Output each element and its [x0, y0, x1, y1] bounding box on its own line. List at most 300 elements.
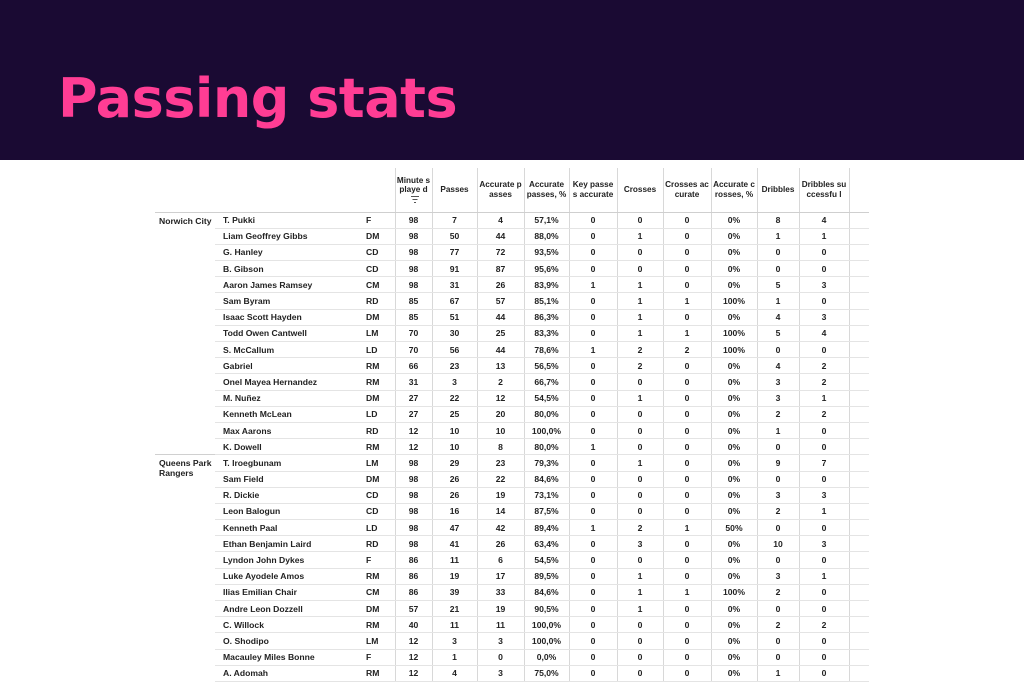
stat-cell: 0 [663, 536, 711, 552]
column-header-label: Dribbles [761, 185, 795, 195]
stat-cell: 0% [711, 536, 757, 552]
stat-cell: 4 [477, 212, 524, 228]
player-position: CD [360, 244, 395, 260]
player-name[interactable]: B. Gibson [215, 261, 360, 277]
table-row[interactable] [155, 293, 869, 309]
table-row[interactable] [155, 520, 869, 536]
stat-cell: 0% [711, 422, 757, 438]
stat-cell: 0 [617, 665, 663, 681]
stat-cell: 0 [663, 471, 711, 487]
stat-cell: 0% [711, 358, 757, 374]
stat-cell: 1 [617, 455, 663, 471]
stat-cell: 0 [663, 277, 711, 293]
column-header-label: Key passes accurate [572, 180, 614, 199]
stat-cell: 0 [477, 649, 524, 665]
table-row[interactable] [155, 212, 869, 228]
stat-cell: 10 [757, 536, 799, 552]
stat-cell: 10 [432, 422, 477, 438]
stat-cell: 22 [477, 471, 524, 487]
header-banner [0, 0, 1024, 160]
stat-cell: 7 [432, 212, 477, 228]
stat-cell: 4 [799, 325, 849, 341]
table-row[interactable] [155, 244, 869, 260]
player-name[interactable]: Luke Ayodele Amos [215, 568, 360, 584]
table-row[interactable] [155, 617, 869, 633]
stat-cell: 12 [395, 422, 432, 438]
player-name[interactable]: Lyndon John Dykes [215, 552, 360, 568]
trailing-cell [849, 261, 869, 277]
table-row[interactable] [155, 487, 869, 503]
table-row[interactable] [155, 601, 869, 617]
column-header-0[interactable] [395, 168, 432, 212]
table-row[interactable] [155, 536, 869, 552]
stat-cell: 23 [477, 455, 524, 471]
stat-cell: 26 [432, 487, 477, 503]
stat-cell: 0 [663, 439, 711, 455]
stat-cell: 12 [395, 633, 432, 649]
stat-cell: 0 [799, 293, 849, 309]
stat-cell: 8 [757, 212, 799, 228]
stat-cell: 0% [711, 649, 757, 665]
stat-cell: 95,6% [524, 261, 569, 277]
player-name[interactable]: G. Hanley [215, 244, 360, 260]
stat-cell: 11 [432, 617, 477, 633]
stat-cell: 0 [569, 568, 617, 584]
stat-cell: 19 [477, 487, 524, 503]
player-name[interactable]: Liam Geoffrey Gibbs [215, 228, 360, 244]
trailing-cell [849, 342, 869, 358]
stat-cell: 19 [432, 568, 477, 584]
stat-cell: 39 [432, 584, 477, 600]
stat-cell: 0 [799, 342, 849, 358]
stat-cell: 0 [799, 439, 849, 455]
stat-cell: 0 [663, 552, 711, 568]
player-name[interactable]: A. Adomah [215, 665, 360, 681]
stat-cell: 21 [432, 601, 477, 617]
player-name[interactable]: T. Iroegbunam [215, 455, 360, 471]
table-row[interactable] [155, 358, 869, 374]
player-name[interactable]: K. Dowell [215, 439, 360, 455]
trailing-cell [849, 293, 869, 309]
stat-cell: 2 [757, 503, 799, 519]
player-name[interactable]: S. McCallum [215, 342, 360, 358]
stat-cell: 2 [799, 406, 849, 422]
stat-cell: 12 [395, 665, 432, 681]
trailing-cell [849, 228, 869, 244]
column-header-label: Crosses [623, 185, 657, 195]
trailing-cell [849, 665, 869, 681]
table-row[interactable] [155, 325, 869, 341]
column-header-label: Passes [440, 185, 469, 195]
stat-cell: 0% [711, 633, 757, 649]
stat-cell: 67 [432, 293, 477, 309]
player-position: F [360, 212, 395, 228]
stat-cell: 1 [663, 520, 711, 536]
table-row[interactable] [155, 261, 869, 277]
table-row[interactable] [155, 568, 869, 584]
stat-cell: 1 [663, 325, 711, 341]
column-header-5[interactable] [617, 168, 663, 212]
player-position: RM [360, 665, 395, 681]
stat-cell: 47 [432, 520, 477, 536]
stat-cell: 0 [663, 212, 711, 228]
table-row[interactable] [155, 633, 869, 649]
stat-cell: 80,0% [524, 406, 569, 422]
column-header-label: Accurate crosses, % [713, 180, 755, 199]
stat-cell: 56 [432, 342, 477, 358]
stat-cell: 0 [569, 244, 617, 260]
stat-cell: 1 [617, 584, 663, 600]
player-position: DM [360, 228, 395, 244]
stat-cell: 0 [569, 212, 617, 228]
stat-cell: 98 [395, 520, 432, 536]
stat-cell: 100% [711, 293, 757, 309]
trailing-cell [849, 244, 869, 260]
player-name[interactable]: Sam Byram [215, 293, 360, 309]
stat-cell: 0 [569, 422, 617, 438]
stat-cell: 44 [477, 228, 524, 244]
player-position: F [360, 552, 395, 568]
stat-cell: 0 [799, 261, 849, 277]
table-row[interactable] [155, 503, 869, 519]
stat-cell: 0 [569, 228, 617, 244]
stat-cell: 86 [395, 568, 432, 584]
player-position: RM [360, 374, 395, 390]
player-name[interactable]: Kenneth McLean [215, 406, 360, 422]
stat-cell: 0% [711, 503, 757, 519]
stat-cell: 89,5% [524, 568, 569, 584]
stat-cell: 79,3% [524, 455, 569, 471]
trailing-cell [849, 309, 869, 325]
stat-cell: 31 [432, 277, 477, 293]
stat-cell: 0 [757, 552, 799, 568]
stat-cell: 30 [432, 325, 477, 341]
player-name[interactable]: T. Pukki [215, 212, 360, 228]
stat-cell: 23 [432, 358, 477, 374]
stat-cell: 0 [799, 665, 849, 681]
stat-cell: 0 [569, 584, 617, 600]
stat-cell: 1 [569, 520, 617, 536]
stat-cell: 11 [432, 552, 477, 568]
stat-cell: 0 [569, 293, 617, 309]
stat-cell: 0 [617, 212, 663, 228]
stat-cell: 26 [477, 277, 524, 293]
stat-cell: 4 [432, 665, 477, 681]
player-position: LM [360, 633, 395, 649]
stat-cell: 1 [799, 503, 849, 519]
stat-cell: 0 [757, 633, 799, 649]
column-header-8[interactable] [757, 168, 799, 212]
trailing-cell [849, 325, 869, 341]
stat-cell: 63,4% [524, 536, 569, 552]
column-header-4[interactable] [569, 168, 617, 212]
stat-cell: 0 [617, 633, 663, 649]
player-name[interactable]: Max Aarons [215, 422, 360, 438]
stat-cell: 1 [617, 601, 663, 617]
table-row[interactable] [155, 309, 869, 325]
stat-cell: 0 [569, 390, 617, 406]
page-title: Passing stats [58, 67, 458, 130]
player-position: RM [360, 358, 395, 374]
player-position: DM [360, 601, 395, 617]
trailing-cell [849, 487, 869, 503]
stat-cell: 3 [477, 633, 524, 649]
stat-cell: 0% [711, 374, 757, 390]
stat-cell: 2 [617, 358, 663, 374]
stat-cell: 80,0% [524, 439, 569, 455]
column-header-1[interactable] [432, 168, 477, 212]
stat-cell: 0 [617, 552, 663, 568]
stat-cell: 98 [395, 261, 432, 277]
stat-cell: 100% [711, 325, 757, 341]
stat-cell: 0 [757, 471, 799, 487]
stat-cell: 0% [711, 309, 757, 325]
stat-cell: 85 [395, 293, 432, 309]
stat-cell: 0% [711, 212, 757, 228]
stat-cell: 90,5% [524, 601, 569, 617]
player-position: RM [360, 439, 395, 455]
stat-cell: 0 [617, 617, 663, 633]
stat-cell: 2 [477, 374, 524, 390]
stat-cell: 0 [799, 471, 849, 487]
stat-cell: 5 [757, 277, 799, 293]
trailing-column-header [849, 168, 869, 212]
stat-cell: 0 [569, 406, 617, 422]
stat-cell: 1 [569, 277, 617, 293]
table-row[interactable] [155, 406, 869, 422]
trailing-cell [849, 584, 869, 600]
stat-cell: 84,6% [524, 584, 569, 600]
stat-cell: 3 [799, 309, 849, 325]
stat-cell: 0% [711, 228, 757, 244]
trailing-cell [849, 455, 869, 471]
table-row[interactable] [155, 455, 869, 471]
player-position: DM [360, 390, 395, 406]
stat-cell: 3 [432, 374, 477, 390]
column-header-2[interactable] [477, 168, 524, 212]
player-name[interactable]: Onel Mayea Hernandez [215, 374, 360, 390]
stat-cell: 51 [432, 309, 477, 325]
stat-cell: 0 [569, 261, 617, 277]
table-row[interactable] [155, 584, 869, 600]
trailing-cell [849, 601, 869, 617]
table-row[interactable] [155, 439, 869, 455]
stat-cell: 0 [663, 244, 711, 260]
table-row[interactable] [155, 374, 869, 390]
stat-cell: 0 [663, 422, 711, 438]
stat-cell: 0,0% [524, 649, 569, 665]
stat-cell: 70 [395, 325, 432, 341]
player-name[interactable]: Sam Field [215, 471, 360, 487]
stat-cell: 11 [477, 617, 524, 633]
stat-cell: 0 [617, 649, 663, 665]
stat-cell: 100,0% [524, 617, 569, 633]
table-row[interactable] [155, 471, 869, 487]
stat-cell: 0 [569, 455, 617, 471]
table-row[interactable] [155, 649, 869, 665]
stat-cell: 12 [395, 649, 432, 665]
trailing-cell [849, 471, 869, 487]
stat-cell: 93,5% [524, 244, 569, 260]
stat-cell: 0% [711, 471, 757, 487]
player-position: RM [360, 617, 395, 633]
player-position: LM [360, 455, 395, 471]
stat-cell: 1 [617, 390, 663, 406]
stat-cell: 0% [711, 277, 757, 293]
stat-cell: 0 [663, 665, 711, 681]
stat-cell: 98 [395, 536, 432, 552]
stat-cell: 2 [799, 374, 849, 390]
stat-cell: 12 [395, 439, 432, 455]
column-header-9[interactable] [799, 168, 849, 212]
stat-cell: 56,5% [524, 358, 569, 374]
stat-cell: 98 [395, 503, 432, 519]
column-header-3[interactable] [524, 168, 569, 212]
stat-cell: 100% [711, 342, 757, 358]
stat-cell: 0 [617, 471, 663, 487]
trailing-cell [849, 439, 869, 455]
trailing-cell [849, 390, 869, 406]
stat-cell: 66,7% [524, 374, 569, 390]
stat-cell: 98 [395, 228, 432, 244]
column-header-label: Accurate passes, % [526, 180, 567, 199]
player-name[interactable]: Macauley Miles Bonne [215, 649, 360, 665]
stat-cell: 86 [395, 552, 432, 568]
stat-cell: 87 [477, 261, 524, 277]
trailing-cell [849, 277, 869, 293]
stat-cell: 10 [432, 439, 477, 455]
player-name[interactable]: Isaac Scott Hayden [215, 309, 360, 325]
stat-cell: 6 [477, 552, 524, 568]
stat-cell: 22 [432, 390, 477, 406]
trailing-cell [849, 568, 869, 584]
stat-cell: 0 [799, 649, 849, 665]
player-name[interactable]: Ethan Benjamin Laird [215, 536, 360, 552]
player-position: LD [360, 342, 395, 358]
stat-cell: 3 [617, 536, 663, 552]
stat-cell: 1 [757, 665, 799, 681]
player-name[interactable]: Andre Leon Dozzell [215, 601, 360, 617]
column-header-7[interactable] [711, 168, 757, 212]
table-body [155, 212, 869, 681]
table-row[interactable] [155, 390, 869, 406]
stat-cell: 2 [799, 617, 849, 633]
stat-cell: 31 [395, 374, 432, 390]
stat-cell: 0 [799, 422, 849, 438]
stat-cell: 1 [799, 568, 849, 584]
stat-cell: 0 [799, 244, 849, 260]
stat-cell: 66 [395, 358, 432, 374]
stat-cell: 0% [711, 601, 757, 617]
stat-cell: 0 [663, 374, 711, 390]
stat-cell: 0 [799, 633, 849, 649]
table-row[interactable] [155, 228, 869, 244]
player-name[interactable]: Leon Balogun [215, 503, 360, 519]
stat-cell: 25 [432, 406, 477, 422]
stat-cell: 0 [757, 520, 799, 536]
player-name[interactable]: C. Willock [215, 617, 360, 633]
stat-cell: 1 [617, 309, 663, 325]
stat-cell: 3 [799, 536, 849, 552]
stat-cell: 85,1% [524, 293, 569, 309]
stat-cell: 0 [663, 568, 711, 584]
player-name[interactable]: Aaron James Ramsey [215, 277, 360, 293]
player-name[interactable]: Ilias Emilian Chair [215, 584, 360, 600]
stat-cell: 0 [663, 503, 711, 519]
stat-cell: 91 [432, 261, 477, 277]
stat-cell: 1 [569, 439, 617, 455]
team-name: Norwich City [159, 215, 212, 226]
stat-cell: 0% [711, 665, 757, 681]
table-row[interactable] [155, 277, 869, 293]
stat-cell: 0 [617, 503, 663, 519]
stat-cell: 0 [617, 374, 663, 390]
stat-cell: 0 [569, 358, 617, 374]
stat-cell: 98 [395, 487, 432, 503]
player-name[interactable]: Todd Owen Cantwell [215, 325, 360, 341]
stat-cell: 1 [617, 228, 663, 244]
stat-cell: 0 [663, 390, 711, 406]
stat-cell: 57,1% [524, 212, 569, 228]
player-position: RM [360, 568, 395, 584]
stat-cell: 1 [617, 568, 663, 584]
sort-icon[interactable] [411, 196, 419, 203]
stat-cell: 0 [663, 406, 711, 422]
stat-cell: 0% [711, 261, 757, 277]
stat-cell: 0 [663, 617, 711, 633]
player-name[interactable]: O. Shodipo [215, 633, 360, 649]
stat-cell: 0 [569, 601, 617, 617]
passing-stats-table-container [155, 168, 869, 682]
team-name: Queens Park Rangers [155, 455, 215, 682]
stat-cell: 1 [757, 228, 799, 244]
stat-cell: 0 [663, 455, 711, 471]
stat-cell: 3 [757, 487, 799, 503]
player-name[interactable]: Kenneth Paal [215, 520, 360, 536]
player-name[interactable]: R. Dickie [215, 487, 360, 503]
stat-cell: 3 [799, 277, 849, 293]
stat-cell: 1 [757, 422, 799, 438]
stat-cell: 1 [757, 293, 799, 309]
stat-cell: 44 [477, 342, 524, 358]
stat-cell: 1 [663, 293, 711, 309]
stat-cell: 54,5% [524, 390, 569, 406]
stat-cell: 70 [395, 342, 432, 358]
column-header-label: Dribbles successfu l [801, 180, 847, 199]
stat-cell: 20 [477, 406, 524, 422]
player-name[interactable]: Gabriel [215, 358, 360, 374]
table-row[interactable] [155, 342, 869, 358]
stat-cell: 0 [569, 617, 617, 633]
stat-cell: 0 [569, 503, 617, 519]
stat-cell: 0 [663, 487, 711, 503]
player-position: LD [360, 520, 395, 536]
player-name[interactable]: M. Nuñez [215, 390, 360, 406]
table-row[interactable] [155, 665, 869, 681]
table-row[interactable] [155, 422, 869, 438]
table-row[interactable] [155, 552, 869, 568]
column-header-label: Crosses accurate [665, 180, 709, 199]
column-header-label: Accurate passes [479, 180, 522, 199]
stat-cell: 0 [569, 309, 617, 325]
stat-cell: 75,0% [524, 665, 569, 681]
stat-cell: 57 [395, 601, 432, 617]
stat-cell: 54,5% [524, 552, 569, 568]
stat-cell: 0 [757, 439, 799, 455]
stat-cell: 98 [395, 244, 432, 260]
player-position: CD [360, 503, 395, 519]
column-header-6[interactable] [663, 168, 711, 212]
